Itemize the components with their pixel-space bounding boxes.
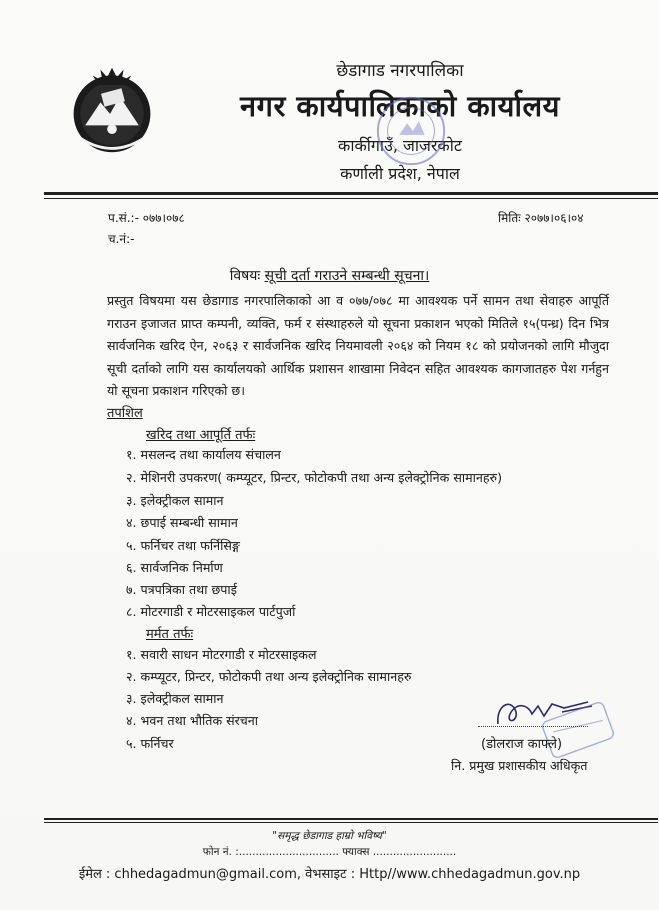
purchase-item: ४. छपाई सम्बन्धी सामान xyxy=(126,515,238,530)
nepal-government-emblem-icon xyxy=(64,62,160,158)
office-address: कार्कीगाउँ, जाजरकोट xyxy=(338,136,462,155)
purchase-item: ७. पत्रपत्रिका तथा छपाई xyxy=(126,582,237,597)
purchase-item: २. मेशिनरी उपकरण( कम्प्यूटर, प्रिन्टर, फोटोकपी तथा अन्य इलेक्ट्रोनिक सामानहरु) xyxy=(126,470,503,485)
header-rule-thick xyxy=(44,192,658,195)
purchase-item: ३. इलेक्ट्रीकल सामान xyxy=(126,493,224,508)
footer-slogan: "समृद्ध छेडागाड हाम्रो भविष्य" xyxy=(272,830,387,842)
signature-line xyxy=(478,726,588,727)
office-title: नगर कार्यपालिकाको कार्यालय xyxy=(240,89,560,123)
purchase-heading: खरिद तथा आपूर्ति तर्फः xyxy=(146,428,256,443)
footer-contact: ईमेल : chhedagadmun@gmail.com, वेभसाइट : Http//www.chhedagadmun.gov.np xyxy=(78,867,581,882)
province-line: कर्णाली प्रदेश, नेपाल xyxy=(340,164,460,183)
footer-phone-fax: फोन नं. :.............................. फ्याक्स ......................... xyxy=(202,846,457,858)
repair-heading: मर्मत तर्फः xyxy=(146,627,194,642)
tapsil-heading: तपशिल xyxy=(107,406,143,421)
subject-text: सूची दर्ता गराउने सम्बन्धी सूचना। xyxy=(264,268,430,284)
repair-item: २. कम्प्यूटर, प्रिन्टर, फोटोकपी तथा अन्य इलेक्ट्रोनिक सामानहरु xyxy=(126,669,412,684)
subject-prefix: विषयः xyxy=(229,268,261,284)
repair-item: ४. भवन तथा भौतिक संरचना xyxy=(126,713,259,728)
repair-item: १. सवारी साधन मोटरगाडी र मोटरसाइकल xyxy=(126,647,317,662)
signatory-title: नि. प्रमुख प्रशासकीय अधिकृत xyxy=(451,758,588,773)
subject-line xyxy=(0,266,659,285)
repair-item: ३. इलेक्ट्रीकल सामान xyxy=(126,691,224,706)
municipality-name: छेडागाड नगरपालिका xyxy=(336,61,464,81)
purchase-item: १. मसलन्द तथा कार्यालय संचालन xyxy=(126,447,281,462)
footer-rule-thick xyxy=(44,818,658,820)
purchase-item: ८. मोटरगाडी र मोटरसाइकल पार्टपुर्जा xyxy=(126,604,296,619)
repair-item: ५. फर्निचर xyxy=(126,736,174,751)
letter-date: मितिः २०७७।०६।०४ xyxy=(498,211,584,225)
purchase-item: ६. सार्वजनिक निर्माण xyxy=(126,560,223,575)
purchase-item: ५. फर्निचर तथा फर्निसिङ्ग xyxy=(126,538,240,553)
office-stamp-icon xyxy=(372,92,450,170)
footer-rule-thin xyxy=(44,822,658,823)
dispatch-number: च.नं:- xyxy=(108,232,135,246)
header-rule-thin xyxy=(44,198,658,199)
notice-body: प्रस्तुत विषयमा यस छेडागाड नगरपालिकाको आ व ०७७/०७८ मा आवश्यक पर्ने सामन तथा सेवाहरु आपूर्ति गराउन इजाजत प्राप्त कम्पनी, व्यक्ति, फर्म र संस्थाहरुले यो सूचना प्रकाशन भएको मितिले १५(पन्ध्र) दिन भित्र सार्वजनिक खरिद ऐन, २०६३ र सार्वजनिक खरिद नियमावली २०६४ को नियम १८ को प्रयोजनको लागि मौजुदा सूची दर्ताको लागि यस कार्यालयको आर्थिक प्रशासन शाखामा निवेदन सहित आवश्यक कागजातहरु पेश गर्नहुन यो सूचना प्रकाशन गरिएको छ। xyxy=(107,293,609,398)
reference-number: प.सं.:- ०७७।०७८ xyxy=(108,211,185,225)
signatory-name: (डोलराज काफ्ले) xyxy=(481,737,563,752)
